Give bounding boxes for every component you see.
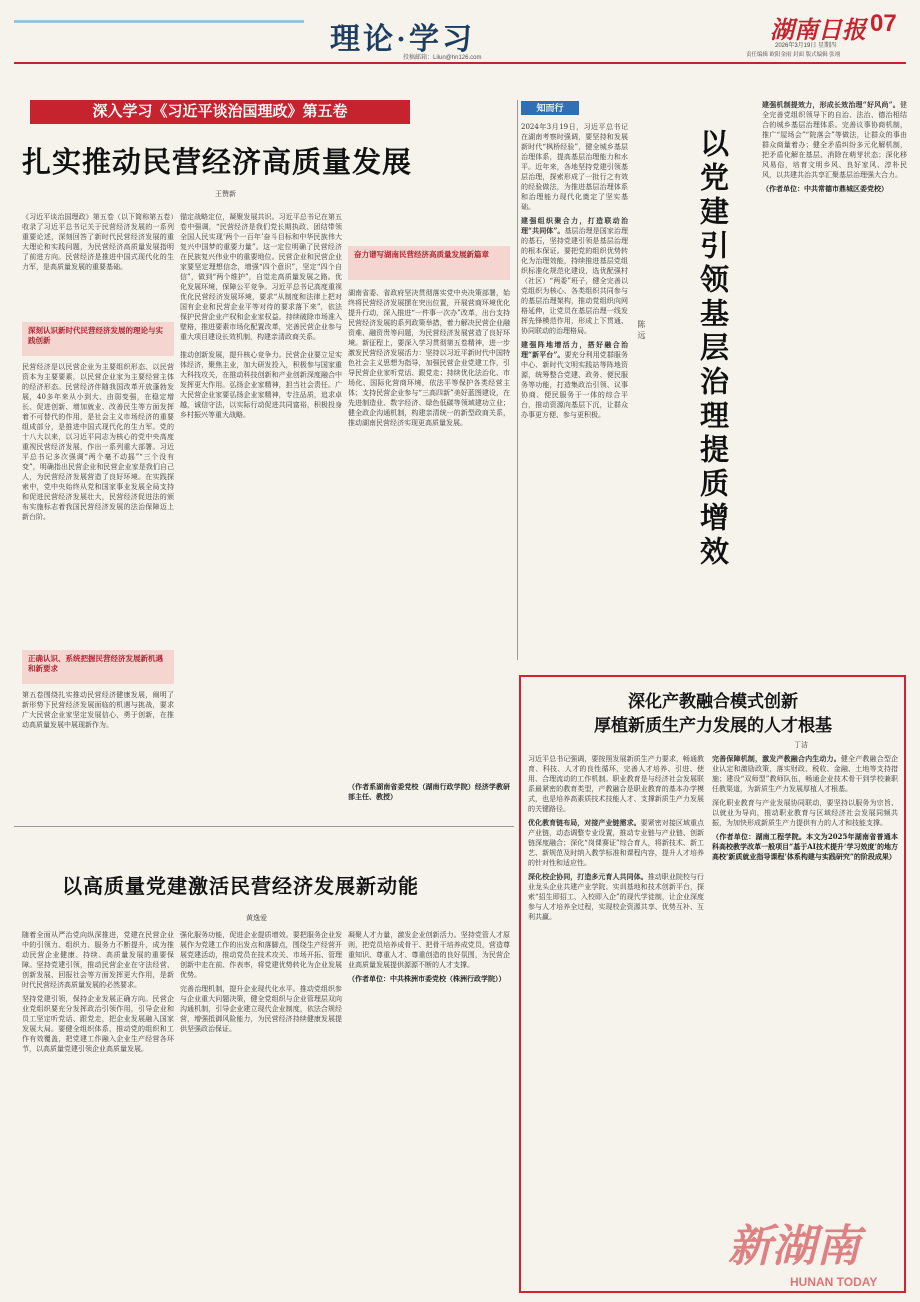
- article-3-body-1: 要紧密对接区域重点产业链，动态调整专业设置，推动专业链与产业链、创新链深度融合；深化“岗课赛证”综合育人，将新技术、新工艺、新规范及时纳入教学标准和课程内容，提升人才培养的针对性和适应性。: [528, 819, 704, 867]
- article-4-title: 以高质量党建激活民营经济发展新动能: [62, 876, 419, 898]
- article-4-body-2: 强化服务功能，促进企业提质增效。要把服务企业发展作为党建工作的出发点和落脚点，围绕生产经营开展党建活动，推动党员在技术攻关、市场开拓、管理创新中走在前、作表率，将党建优势转化为企业发展优势。: [180, 931, 342, 979]
- article-4-col-3: [348, 930, 510, 1292]
- paper-name: 湖南日报: [770, 15, 866, 44]
- article-1-col-1: [22, 212, 174, 812]
- article-2-title: 以党建引领基层治理提质增效: [696, 128, 728, 570]
- article-3-author: 丁洁: [794, 741, 808, 749]
- article-1-title: 扎实推动民营经济高质量发展: [22, 147, 413, 179]
- article-3-col-1: [528, 754, 704, 1284]
- article-3-footer: （作者单位：湖南工程学院。本文为2025年湖南省普通本科高校教学改革一般项目“基于AI技术提升‘学习效度’的地方高校‘新质就业指导课程’体系构建与实践研究”的阶段成果）: [712, 832, 898, 861]
- article-3-intro: 习近平总书记强调，要按照发展新质生产力要求，畅通教育、科技、人才的良性循环，完善人才培养、引进、使用、合理流动的工作机制。职业教育是与经济社会发展联系最紧密的教育类型，产教融合是职业教育的基本办学模式，也是培养高素质技术技能人才、支撑新质生产力发展的关键路径。: [528, 755, 704, 813]
- article-4-body-4: 凝聚人才力量，激发企业创新活力。坚持党管人才原则，把党员培养成骨干、把骨干培养成党员，营造尊重知识、尊重人才、尊重创造的良好氛围，为民营企业高质量发展提供源源不断的人才支撑。: [348, 931, 510, 969]
- issue-date: 2026年3月19日 星期四: [775, 43, 837, 49]
- article-1-subhead-2-text: 正确认识、系统把握民营经济发展新机遇和新要求: [28, 654, 163, 673]
- article-3-lead-3: 完善保障机制，激发产教融合内生动力。: [712, 754, 841, 763]
- article-3-title: 深化产教融合模式创新 厚植新质生产力发展的人才根基: [594, 692, 832, 735]
- article-4-footer: （作者单位：中共株洲市委党校（株洲行政学院））: [348, 974, 506, 983]
- article-1-intro: 《习近平谈治国理政》第五卷（以下简称第五卷）收录了习近平总书记关于民营经济发展的一系列重要论述，深刻回答了新时代民营经济发展的重大理论和实践问题，为民营经济高质量发展指明了前进方向。民营经济是推进中国式现代化的生力军，是高质量发展的重要基础。: [22, 213, 174, 271]
- article-1-body-3: 锚定战略定位，凝聚发展共识。习近平总书记在第五卷中强调，“民营经济是我们党长期执政、团结带领全国人民实现‘两个一百年’奋斗目标和中华民族伟大复兴中国梦的重要力量”。这一定位明确了民营经济在民族复兴伟业中的重要地位。民营企业和民营企业家要坚定理想信念，增强“四个意识”，坚定“四个自信”，做到“两个维护”，自觉走高质量发展之路。优化发展环境，保障公平竞争。习近平总书记高度重视优化民营经济发展环境，要求“从制度和法律上把对国有企业和民营企业平等对待的要求落下来”，依法保护民营企业产权和企业家权益。持续破除市场准入壁格，推进要素市场化配置改革，完善民营企业参与重大项目建设长效机制，构建亲清政商关系。: [180, 213, 342, 341]
- article-3-body-4: 深化职业教育与产业发展协同联动，要坚持以服务为宗旨、以就业为导向，推动职业教育与区域经济社会发展同频共振，为加快形成新质生产力提供有力的人才和技能支撑。: [712, 799, 898, 827]
- editor-email: 投稿邮箱：Lilun@hn126.com: [403, 55, 482, 61]
- masthead-bar: [14, 20, 304, 23]
- page-staff: 责任编辑 欧阳金雨 封面 版式编辑 张翊: [746, 52, 841, 58]
- series-banner: [30, 100, 410, 124]
- article-4-col-1: [22, 930, 174, 1292]
- article-3-lead-2: 深化校企协同，打造多元育人共同体。: [528, 872, 648, 881]
- watermark-logo: 新湖南: [728, 1222, 860, 1271]
- article-4-body-3: 完善治理机制，提升企业现代化水平。推动党组织参与企业重大问题决策，健全党组织与企业管理层双向沟通机制，引导企业建立现代企业制度，依法合规经营，增强抵御风险能力，为民营经济持续健康发展提供坚强政治保证。: [180, 985, 342, 1033]
- article-2-col-1: [521, 122, 628, 662]
- brand-logo-text: 知而行: [536, 103, 564, 113]
- article-2-col-2: [762, 100, 907, 660]
- article-2-body-3: 健全完善党组织领导下的自治、法治、德治相结合的城乡基层治理体系。完善议事协商机制，推广“屋场会”“院落会”等做法，让群众的事由群众商量着办；健全矛盾纠纷多元化解机制，把矛盾化解在基层、消除在萌芽状态；深化移风易俗，培育文明乡风、良好家风、淳朴民风，以共建共治共享汇聚基层治理强大合力。: [762, 101, 907, 179]
- article-4-rule: [14, 826, 514, 827]
- article-2-body-1: 基层治理是国家治理的基石，坚持党建引领是基层治理的根本保证。要把党的组织优势转化为治理效能，持续推进基层党组织标准化规范化建设，选优配强村（社区）“两委”班子，健全完善以党组织为核心、各类组织共同参与的基层治理架构，推动党组织向网格延伸，让党员在基层治理一线发挥先锋模范作用，形成上下贯通、协同联动的治理格局。: [521, 227, 628, 335]
- article-1-subhead-3-text: 奋力谱写湖南民营经济高质量发展新篇章: [354, 250, 489, 259]
- series-banner-text: 深入学习《习近平谈治国理政》第五卷: [92, 103, 348, 120]
- article-1-body-5: 湖南省委、省政府坚决贯彻落实党中央决策部署，始终将民营经济发展摆在突出位置，开展营商环境优化提升行动，深入推进“一件事一次办”改革，出台支持民营经济发展的系列政策举措，着力解决民营企业融资难、融资贵等问题，为民营经济发展营造了良好环境。新征程上，要深入学习贯彻第五卷精神，进一步激发民营经济发展活力：坚持以习近平新时代中国特色社会主义思想为指导，加强民营企业党建工作，引导民营企业家听党话、跟党走；持续优化法治化、市场化、国际化营商环境，依法平等保护各类经营主体；支持民营企业参与“三高四新”美好蓝图建设，在先进制造业、数字经济、绿色低碳等领域建功立业；健全政企沟通机制，构建亲清统一的新型政商关系，推动湖南民营经济实现更高质量发展。: [348, 289, 510, 427]
- article-1-col-2: [180, 212, 342, 812]
- article-1-subhead-2: [22, 650, 174, 684]
- article-1-body-4: 推动创新发展，提升核心竞争力。民营企业要立足实体经济，聚焦主业，加大研发投入，积极参与国家重大科技攻关，在推动科技创新和产业创新深度融合中发挥更大作用。弘扬企业家精神，担当社会责任。广大民营企业家要弘扬企业家精神，专注品质，追求卓越，诚信守法，以实际行动促进共同富裕，积极投身乡村振兴等重大战略。: [180, 351, 342, 419]
- article-1-body-2: 第五卷围绕扎实推动民营经济健康发展，阐明了新形势下民营经济发展面临的机遇与挑战，要求广大民营企业家坚定发展信心，勇于创新，在推动高质量发展中展现新作为。: [22, 691, 174, 729]
- article-1-col-3: [348, 212, 510, 812]
- article-1-subhead-3: [348, 246, 510, 280]
- section-title: 理论·学习: [330, 23, 476, 56]
- article-3-body-2: 推动职业院校与行业龙头企业共建产业学院、实训基地和技术创新平台，探索“招生即招工、入校即入企”的现代学徒制，让企业深度参与人才培养全过程，实现校企资源共享、优势互补、互利共赢。: [528, 873, 704, 921]
- brand-logo: [521, 101, 579, 115]
- article-3-lead-1: 优化教育链布局，对接产业链需求。: [528, 818, 641, 827]
- article-4-intro: 随着全面从严治党向纵深推进，党建在民营企业中的引领力、组织力、服务力不断提升，成为推动民营企业健康、持续、高质量发展的重要保障。坚持党建引领，推动民营企业在守法经营、创新发展、回报社会等方面发挥更大作用，是新时代民营经济高质量发展的必然要求。: [22, 931, 174, 989]
- article-3-body-3: 健全产教融合型企业认定和激励政策，落实财政、税收、金融、土地等支持措施；建设“双师型”教师队伍，畅通企业技术骨干到学校兼职任教渠道，为新质生产力发展厚植人才根基。: [712, 755, 898, 793]
- page-number: 07: [870, 10, 897, 37]
- article-1-footer: （作者系湖南省委党校（湖南行政学院）经济学教研部主任、教授）: [348, 782, 510, 801]
- article-1-subhead-1: [22, 322, 174, 356]
- article-1-body-1: 民营经济是以民营企业为主要组织形态、以民营资本为主要要素，以民营企业家为主要经营主体的经济形态。民营经济伴随我国改革开放蓬勃发展，40多年来从小到大、由弱变强，在稳定增长、促进创新、增加就业、改善民生等方面发挥着不可替代的作用，是社会主义市场经济的重要组成部分，是推进中国式现代化的生力军。党的十八大以来，以习近平同志为核心的党中央高度重视民营经济发展，作出一系列重大部署。习近平总书记多次强调“两个毫不动摇”“三个没有变”，明确指出民营企业和民营企业家是我们自己人，为民营经济发展营造了良好环境。在实践探索中，党中央始终从党和国家事业发展全局支持和促进民营经济发展壮大，民营经济促进法的颁布实施标志着我国民营经济发展的法治保障迈上新台阶。: [22, 363, 174, 521]
- article-3-col-2: [712, 754, 898, 1284]
- article-2-body-2: 要充分利用党群服务中心、新时代文明实践站等阵地资源，统筹整合党建、政务、便民服务等功能，打造集政治引领、议事协商、便民服务于一体的综合平台，推动资源向基层下沉，让群众办事更方便、参与更积极。: [521, 351, 628, 419]
- article-4-col-2: [180, 930, 342, 1292]
- article-1-subhead-1-text: 深刻认识新时代民营经济发展的理论与实践创新: [28, 326, 163, 345]
- article-2-intro: 2024年3月19日，习近平总书记在湖南考察时强调，要坚持和发展新时代“枫桥经验”，健全城乡基层治理体系，提高基层治理能力和水平。近年来，各地坚持党建引领基层治理，探索形成了一批行之有效的经验做法，为推进基层治理体系和治理能力现代化奠定了坚实基础。: [521, 123, 628, 211]
- article-2-author: 陈远: [637, 320, 646, 342]
- article-2-lead-1: 建强组织聚合力，打造联动治理“共同体”。: [521, 216, 628, 235]
- column-divider: [517, 100, 518, 660]
- article-1-author: 王赞新: [215, 190, 236, 198]
- article-4-body-1: 坚持党建引领，保持企业发展正确方向。民营企业党组织要充分发挥政治引领作用，引导企业和员工坚定听党话、跟党走，把企业发展融入国家发展大局。要健全组织体系，推动党的组织和工作有效覆盖，把党建工作融入企业生产经营各环节，以高质量党建引领企业高质量发展。: [22, 995, 174, 1053]
- article-2-lead-2: 建强阵地增活力，搭好融合治理“新平台”。: [521, 340, 628, 359]
- article-2-lead-3: 建强机制提效力，形成长效治理“好风尚”。: [762, 100, 900, 109]
- article-4-author: 黄逸爱: [246, 914, 267, 922]
- article-2-footer: （作者单位：中共常德市鼎城区委党校）: [762, 184, 888, 193]
- watermark-en: HUNAN TODAY: [790, 1275, 878, 1289]
- masthead-rule: [14, 62, 906, 64]
